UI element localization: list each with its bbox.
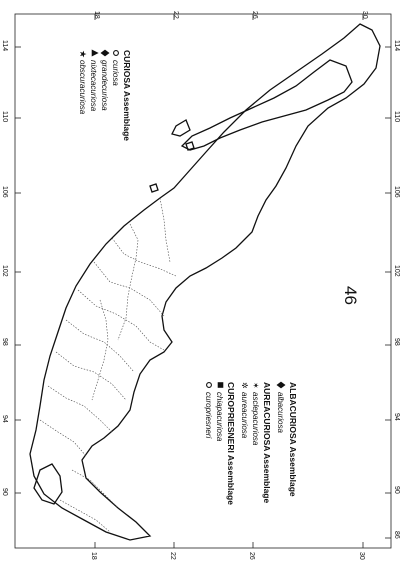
left-tick-label: 90 [1, 488, 8, 496]
island [150, 184, 158, 192]
baja-peninsula [182, 60, 352, 150]
plate-number: 46 [341, 286, 360, 305]
top-tick-label: 18 [93, 11, 100, 19]
state-border [78, 290, 164, 350]
triangle-symbol [92, 50, 98, 56]
legend-curopriesneri-label: curopriesneri [204, 392, 213, 439]
square-symbol [218, 383, 223, 388]
right-tick-label: 114 [393, 40, 400, 52]
state-border [94, 262, 164, 316]
legend-albacuriosa-label: albacuriosa [276, 392, 285, 433]
state-border [92, 300, 108, 400]
map-frame [15, 14, 391, 548]
bottom-tick-group [90, 542, 365, 560]
state-border [40, 420, 86, 456]
bottom-tick-label: 30 [358, 552, 365, 560]
left-tick-group [1, 40, 21, 496]
bottom-tick-label: 26 [248, 552, 255, 560]
legend-curiosa-title: CURIOSA Assemblage [122, 50, 132, 142]
right-tick-label: 102 [393, 265, 400, 277]
legend-curiosa-label: obscuracuriosa [78, 60, 87, 115]
right-tick-label: 98 [393, 338, 400, 346]
star-symbol: ★ [78, 50, 88, 59]
top-tick-label: 22 [172, 11, 179, 19]
left-tick-label: 98 [1, 338, 8, 346]
right-tick-label: 94 [393, 413, 400, 421]
top-tick-label: 26 [251, 11, 258, 19]
left-tick-label: 110 [1, 111, 8, 123]
left-tick-label: 114 [1, 40, 8, 52]
legend-curiosa-item [100, 50, 109, 111]
open-star-symbol: ✲ [240, 382, 249, 389]
legend-curopriesneri-title: CUROPRIESNERI Assemblage [226, 382, 236, 505]
legend-aureacuriosa-label: asclepacuriosa [251, 392, 260, 446]
legend-curiosa [78, 50, 132, 141]
left-tick-label: 94 [1, 415, 8, 423]
legend-albacuriosa-title: ALBACURIOSA Assemblage [288, 382, 298, 497]
state-border [56, 352, 126, 400]
state-border [48, 386, 112, 432]
state-border [160, 198, 170, 262]
open-circle-symbol [207, 383, 212, 388]
state-border [118, 224, 138, 340]
diamond-symbol [277, 382, 285, 388]
small-star-symbol: ✶ [251, 382, 260, 389]
legend-curiosa-label: curiosa [111, 60, 120, 86]
legend-aureacuriosa-label: aureacuriosa [240, 392, 249, 439]
right-tick-label: 110 [393, 111, 400, 123]
top-tick-label: 30 [361, 11, 368, 19]
state-border [66, 320, 134, 372]
right-tick-label: 86 [393, 531, 400, 539]
island [186, 142, 194, 150]
right-tick-label: 90 [393, 486, 400, 494]
bottom-tick-label: 18 [90, 552, 97, 560]
diamond-symbol [101, 50, 109, 56]
legend-curiosa-item [111, 51, 120, 87]
legend-curiosa-item [89, 50, 98, 112]
state-border [60, 500, 110, 532]
legend-curopriesneri-label: chiapacuriosa [215, 392, 224, 442]
legend-curiosa-label: nixtecacuriosa [89, 60, 98, 112]
legend-assemblages [204, 382, 298, 505]
open-circle-symbol [114, 51, 119, 56]
right-tick-group [385, 40, 400, 539]
left-tick-label: 106 [1, 186, 8, 198]
right-tick-label: 106 [393, 186, 400, 198]
bottom-tick-label: 22 [169, 552, 176, 560]
legend-aureacuriosa-title: AUREACURIOSA Assemblage [262, 382, 272, 504]
legend-curiosa-label: grandecuriosa [100, 60, 109, 111]
baja-tip [172, 120, 190, 136]
left-tick-label: 102 [1, 265, 8, 277]
top-tick-group [93, 11, 368, 20]
legend-curiosa-item [78, 50, 88, 115]
